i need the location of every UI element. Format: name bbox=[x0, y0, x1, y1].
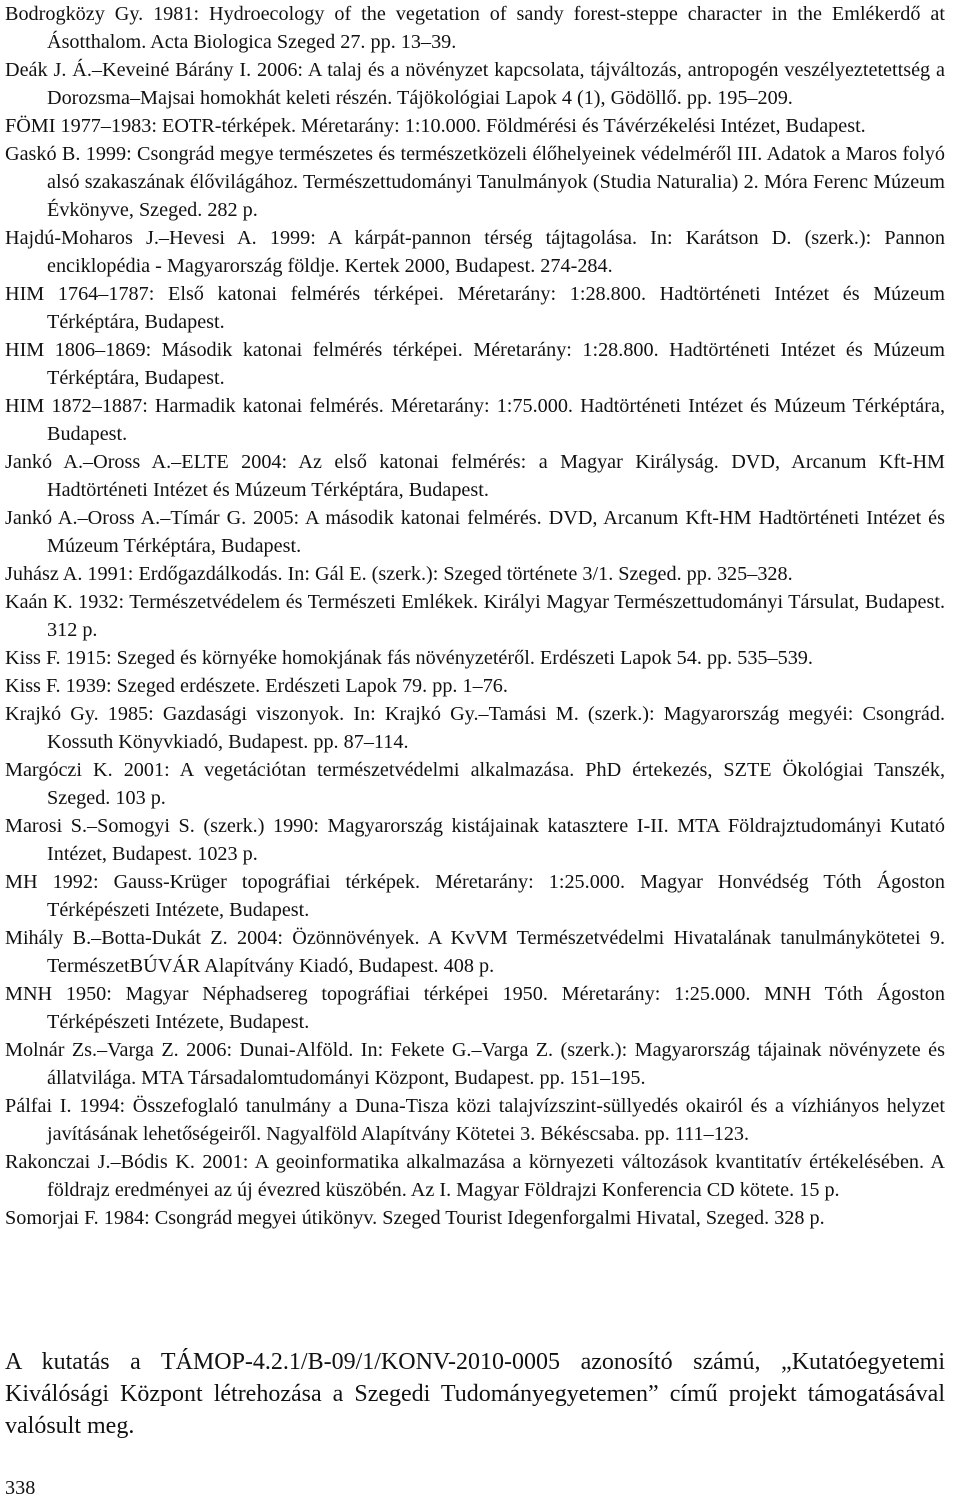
acknowledgement-paragraph: A kutatás a TÁMOP-4.2.1/B-09/1/KONV-2010-0005 azonosító számú, „Kutatóegyetemi Kiválósági Központ létrehozása a Szegedi Tudományegyetemen” című projekt támogatásával valósult meg. bbox=[5, 1349, 945, 1439]
reference-entry: Somorjai F. 1984: Csongrád megyei útikönyv. Szeged Tourist Idegenforgalmi Hivatal, Szeged. 328 p. bbox=[5, 1207, 825, 1229]
reference-entry: Rakonczai J.–Bódis K. 2001: A geoinformatika alkalmazása a környezeti változások kvantitatív értékelésében. A földrajz eredményei az új évezred küszöbén. Az I. Magyar Földrajzi Konferencia CD kötete. 15 p. bbox=[5, 1151, 945, 1201]
reference-entry: Juhász A. 1991: Erdőgazdálkodás. In: Gál E. (szerk.): Szeged története 3/1. Szeged. pp. 325–328. bbox=[5, 563, 793, 585]
reference-entry: MNH 1950: Magyar Néphadsereg topográfiai térképei 1950. Méretarány: 1:25.000. MNH Tóth Ágoston Térképészeti Intézete, Budapest. bbox=[5, 983, 945, 1033]
reference-entry: Kiss F. 1939: Szeged erdészete. Erdészeti Lapok 79. pp. 1–76. bbox=[5, 675, 508, 697]
reference-entry: Pálfai I. 1994: Összefoglaló tanulmány a Duna-Tisza közi talajvízszint-süllyedés okairól és a vízhiányos helyzet javításának lehetőségeiről. Nagyalföld Alapítvány Kötetei 3. Békéscsaba. pp. 111–123. bbox=[5, 1095, 945, 1145]
reference-entry: Marosi S.–Somogyi S. (szerk.) 1990: Magyarország kistájainak katasztere I-II. MTA Földrajztudományi Kutató Intézet, Budapest. 1023 p. bbox=[5, 815, 945, 865]
reference-entry: HIM 1764–1787: Első katonai felmérés térképei. Méretarány: 1:28.800. Hadtörténeti Intézet és Múzeum Térképtára, Budapest. bbox=[5, 283, 945, 333]
reference-entry: Bodrogközy Gy. 1981: Hydroecology of the vegetation of sandy forest-steppe character in the Emlékerdő at Ásotthalom. Acta Biologica Szeged 27. pp. 13–39. bbox=[5, 3, 945, 53]
reference-entry: Mihály B.–Botta-Dukát Z. 2004: Özönnövények. A KvVM Természetvédelmi Hivatalának tanulmánykötetei 9. TermészetBÚVÁR Alapítvány Kiadó, Budapest. 408 p. bbox=[5, 927, 945, 977]
reference-entry: Kiss F. 1915: Szeged és környéke homokjának fás növényzetéről. Erdészeti Lapok 54. pp. 535–539. bbox=[5, 647, 813, 669]
reference-entry: MH 1992: Gauss-Krüger topográfiai térképek. Méretarány: 1:25.000. Magyar Honvédség Tóth Ágoston Térképészeti Intézete, Budapest. bbox=[5, 871, 945, 921]
reference-entry: Krajkó Gy. 1985: Gazdasági viszonyok. In: Krajkó Gy.–Tamási M. (szerk.): Magyarország megyéi: Csongrád. Kossuth Könyvkiadó, Budapest. pp. 87–114. bbox=[5, 703, 945, 753]
reference-entry: Jankó A.–Oross A.–Tímár G. 2005: A második katonai felmérés. DVD, Arcanum Kft-HM Hadtörténeti Intézet és Múzeum Térképtára, Budapest. bbox=[5, 507, 945, 557]
page-number: 338 bbox=[5, 1477, 36, 1499]
reference-entry: Margóczi K. 2001: A vegetációtan természetvédelmi alkalmazása. PhD értekezés, SZTE Ökológiai Tanszék, Szeged. 103 p. bbox=[5, 759, 945, 809]
reference-entry: HIM 1806–1869: Második katonai felmérés térképei. Méretarány: 1:28.800. Hadtörténeti Intézet és Múzeum Térképtára, Budapest. bbox=[5, 339, 945, 389]
reference-entry: HIM 1872–1887: Harmadik katonai felmérés. Méretarány: 1:75.000. Hadtörténeti Intézet és Múzeum Térképtára, Budapest. bbox=[5, 395, 945, 445]
reference-entry: Gaskó B. 1999: Csongrád megye természetes és természetközeli élőhelyeinek védelméről III. Adatok a Maros folyó alsó szakaszának élővilágához. Természettudományi Tanulmányok (Studia Naturalia) 2. Móra Ferenc Múzeum Évkönyve, Szeged. 282 p. bbox=[5, 143, 945, 221]
reference-entry: Hajdú-Moharos J.–Hevesi A. 1999: A kárpát-pannon térség tájtagolása. In: Karátson D. (szerk.): Pannon enciklopédia - Magyarország földje. Kertek 2000, Budapest. 274-284. bbox=[5, 227, 945, 277]
reference-entry: Kaán K. 1932: Természetvédelem és Természeti Emlékek. Királyi Magyar Természettudományi Társulat, Budapest. 312 p. bbox=[5, 591, 945, 641]
reference-entry: FÖMI 1977–1983: EOTR-térképek. Méretarány: 1:10.000. Földmérési és Távérzékelési Intézet, Budapest. bbox=[5, 115, 866, 137]
reference-entry: Jankó A.–Oross A.–ELTE 2004: Az első katonai felmérés: a Magyar Királyság. DVD, Arcanum Kft-HM Hadtörténeti Intézet és Múzeum Térképtára, Budapest. bbox=[5, 451, 945, 501]
reference-list bbox=[5, 0, 945, 1232]
reference-entry: Deák J. Á.–Keveiné Bárány I. 2006: A talaj és a növényzet kapcsolata, tájváltozás, antropogén veszélyeztetettség a Dorozsma–Majsai homokhát keleti részén. Tájökológiai Lapok 4 (1), Gödöllő. pp. 195–209. bbox=[5, 59, 945, 109]
reference-entry: Molnár Zs.–Varga Z. 2006: Dunai-Alföld. In: Fekete G.–Varga Z. (szerk.): Magyarország tájainak növényzete és állatvilága. MTA Társadalomtudományi Központ, Budapest. pp. 151–195. bbox=[5, 1039, 945, 1089]
